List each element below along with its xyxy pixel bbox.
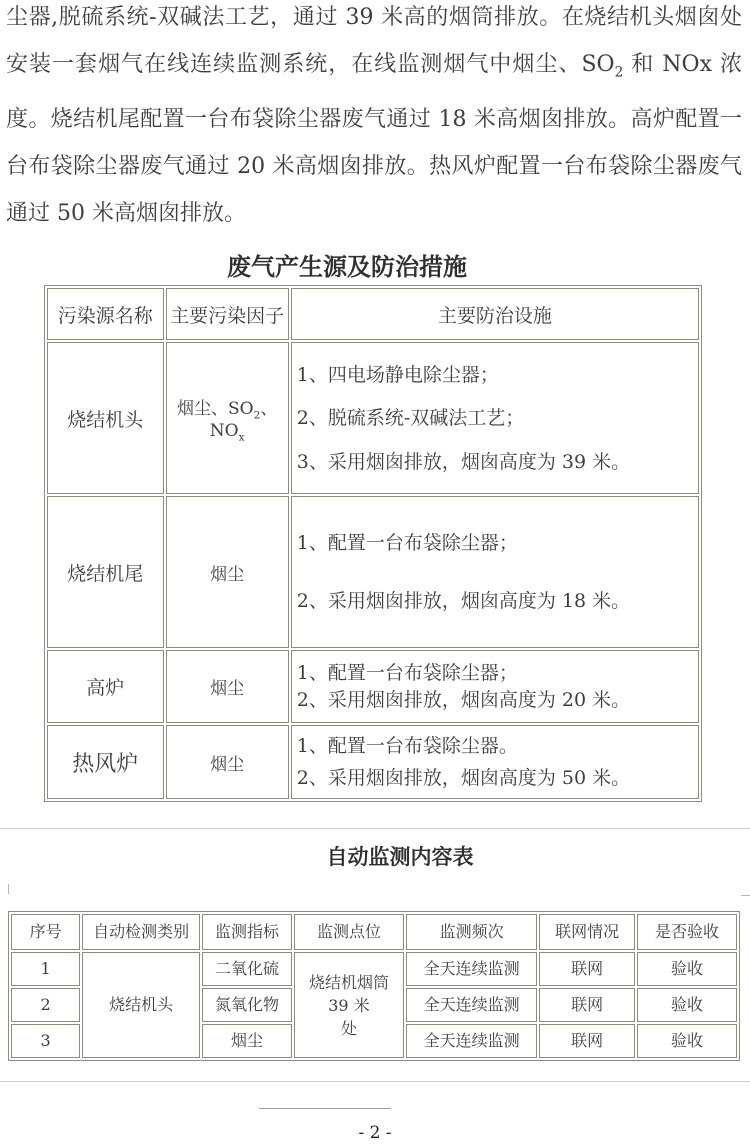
- column-header-acceptance: 是否验收: [637, 914, 737, 950]
- cell-pollutant: 烟尘: [166, 496, 289, 648]
- column-header-category: 自动检测类别: [82, 914, 200, 950]
- column-header-indicator: 监测指标: [202, 914, 292, 950]
- table-row: [47, 725, 699, 799]
- measure-line: 1、配置一台布袋除尘器。: [296, 735, 518, 758]
- cell-pollutant: 烟尘: [166, 650, 289, 723]
- cell-network: 联网: [539, 952, 635, 986]
- cell-measures: [291, 725, 699, 799]
- cell-frequency: 全天连续监测: [406, 988, 537, 1022]
- cell-network: 联网: [539, 988, 635, 1022]
- waste-gas-table: [44, 285, 702, 802]
- cell-source: 烧结机头: [47, 342, 164, 494]
- cell-no: 1: [11, 952, 80, 986]
- cell-no: 3: [11, 1024, 80, 1058]
- cell-indicator: 二氧化硫: [202, 952, 292, 986]
- cell-indicator: 氮氧化物: [202, 988, 292, 1022]
- measure-line: 1、配置一台布袋除尘器；: [296, 662, 518, 685]
- cell-acceptance: 验收: [637, 1024, 737, 1058]
- column-header-measures: 主要防治设施: [291, 288, 699, 340]
- table-row: [47, 496, 699, 648]
- cell-frequency: 全天连续监测: [406, 1024, 537, 1058]
- cell-pollutant: 烟尘、$SO_2$、$NO_x$: [166, 342, 289, 494]
- table1-title: 废气产生源及防治措施: [227, 252, 467, 282]
- table-row: [47, 650, 699, 723]
- cell-no: 2: [11, 988, 80, 1022]
- measure-line: 2、采用烟囱排放，烟囱高度为 50 米。: [296, 767, 631, 790]
- measure-line: 2、采用烟囱排放，烟囱高度为 20 米。: [296, 689, 631, 712]
- table2-title: 自动监测内容表: [326, 844, 474, 870]
- measure-line: 2、采用烟囱排放，烟囱高度为 18 米。: [296, 590, 631, 613]
- cell-acceptance: 验收: [637, 988, 737, 1022]
- table-corner-tick-right: [741, 895, 750, 896]
- column-header-source: 污染源名称: [47, 288, 164, 340]
- table-header-row: [47, 288, 699, 340]
- table-row: [47, 342, 699, 494]
- column-header-network: 联网情况: [539, 914, 635, 950]
- table-row: [11, 952, 737, 986]
- cell-location: [294, 952, 404, 1058]
- table-header-row: [11, 914, 737, 950]
- cell-indicator: 烟尘: [202, 1024, 292, 1058]
- measure-line: 1、配置一台布袋除尘器；: [296, 532, 518, 555]
- measure-line: 3、采用烟囱排放，烟囱高度为 39 米。: [296, 450, 631, 473]
- cell-measures: [291, 342, 699, 494]
- cell-source: 高炉: [47, 650, 164, 723]
- cell-pollutant: 烟尘: [166, 725, 289, 799]
- location-line: 烧结机烟筒 39 米: [308, 972, 389, 1015]
- column-header-pollutant: 主要污染因子: [166, 288, 289, 340]
- section-divider: [0, 828, 750, 829]
- cell-category: 烧结机头: [82, 952, 200, 1058]
- column-header-frequency: 监测频次: [406, 914, 537, 950]
- cell-source: 烧结机尾: [47, 496, 164, 648]
- measure-line: 2、脱硫系统-双碱法工艺；: [296, 407, 525, 430]
- page-number: - 2 -: [358, 1123, 392, 1144]
- cell-measures: [291, 496, 699, 648]
- paragraph: 尘器,脱硫系统-双碱法工艺，通过 39 米高的烟筒排放。在烧结机头烟囱处安装一套烟气在线连续监测系统，在线监测烟气中烟尘、$SO_2$ 和 NOx 浓度。烧结机尾配置一台布袋除尘器废气通过 18 米高烟囱排放。高炉配置一台布袋除尘器废气通过 20 米高烟囱排放。热风炉配置一台布袋除尘器废气通过 50 米高烟囱排放。: [6, 5, 742, 227]
- footnote-separator: [259, 1108, 391, 1109]
- column-header-no: 序号: [11, 914, 80, 950]
- section-divider: [0, 1081, 750, 1082]
- auto-monitoring-table: [8, 911, 740, 1061]
- cell-acceptance: 验收: [637, 952, 737, 986]
- measure-line: 1、四电场静电除尘器；: [296, 363, 499, 386]
- table-corner-tick-left: [8, 884, 9, 894]
- cell-measures: [291, 650, 699, 723]
- column-header-location: 监测点位: [294, 914, 404, 950]
- location-line: 处: [340, 1018, 357, 1038]
- cell-source: 热风炉: [47, 725, 164, 799]
- cell-network: 联网: [539, 1024, 635, 1058]
- cell-frequency: 全天连续监测: [406, 952, 537, 986]
